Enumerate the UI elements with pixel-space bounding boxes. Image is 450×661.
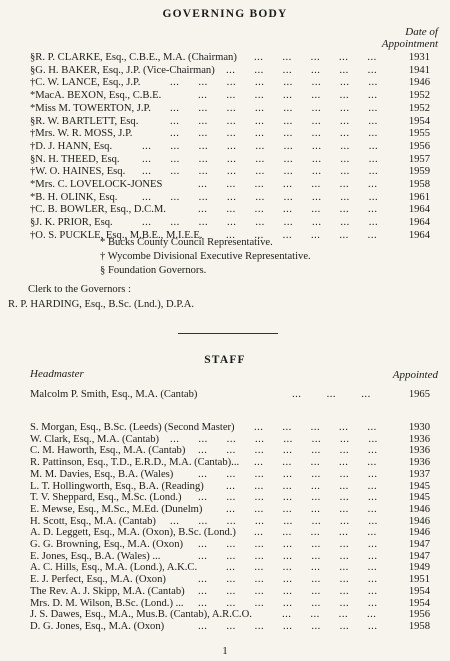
leader-dots: ... ... ... — [292, 389, 371, 400]
leader-dots: ... ... ... ... ... ... ... — [198, 204, 397, 216]
leader-dots: ... ... ... ... ... ... ... ... ... — [142, 153, 398, 165]
governor-row-name: §R. W. BARTLETT, Esq. — [30, 115, 139, 127]
staff-row-name: D. G. Jones, Esq., M.A. (Oxon) — [30, 620, 165, 632]
governor-row-name: *MacA. BEXON, Esq., C.B.E. — [30, 90, 162, 102]
note-bucks: * Bucks County Council Representative. — [100, 237, 273, 248]
staff-row — [30, 598, 438, 610]
governor-row-name: †Mrs. W. R. MOSS, J.P. — [30, 128, 133, 140]
leader-dots: ... ... ... ... ... — [254, 527, 396, 539]
staff-row-year: 1945 — [408, 480, 430, 492]
staff-row-name: E. Mewse, Esq., M.Sc., M.Ed. (Dunelm) — [30, 503, 203, 515]
governor-row-name: †D. J. HANN, Esq. — [30, 140, 113, 152]
staff-row — [30, 445, 438, 457]
governor-row-name: †C. B. BOWLER, Esq., D.C.M. — [30, 204, 166, 216]
governor-row — [30, 128, 438, 140]
staff-row-name: The Rev. A. J. Skipp, M.A. (Cantab) — [30, 585, 185, 597]
governor-row-name: §J. K. PRIOR, Esq. — [30, 217, 113, 229]
governor-row-name: †W. O. HAINES, Esq. — [30, 166, 126, 178]
governor-row-year: 1956 — [408, 140, 430, 152]
staff-row — [30, 527, 438, 539]
leader-dots: ... ... ... ... ... ... ... ... — [170, 115, 397, 127]
governor-row — [30, 217, 438, 229]
governor-row — [30, 116, 438, 128]
headmaster-label: Headmaster — [30, 368, 84, 380]
leader-dots: ... ... ... ... ... ... — [226, 480, 397, 492]
governor-row-year: 1961 — [408, 191, 430, 203]
staff-row-year: 1930 — [408, 422, 430, 433]
governor-row-year: 1952 — [408, 102, 430, 114]
staff-row-name: Mrs. D. M. Wilson, B.Sc. (Lond.) ... — [30, 597, 184, 609]
governor-row-name: *Mrs. C. LOVELOCK-JONES — [30, 179, 163, 190]
leader-dots: ... ... ... ... ... ... — [226, 562, 397, 574]
staff-row-name: G. G. Browning, Esq., M.A. (Oxon) — [30, 539, 184, 550]
staff-row-name: S. Morgan, Esq., B.Sc. (Leeds) (Second Master) — [30, 422, 235, 433]
governor-row — [30, 90, 438, 102]
staff-row-name: R. Pattinson, Esq., T.D., E.R.D., M.A. (Cantab)... — [30, 457, 240, 469]
leader-dots: ... ... ... ... ... ... ... — [198, 574, 397, 586]
governor-row-name: *B. H. OLINK, Esq. — [30, 191, 118, 203]
staff-row — [30, 562, 438, 574]
clerk-name: R. P. HARDING, Esq., B.Sc. (Lnd.), D.P.A. — [8, 299, 194, 310]
representative-notes — [100, 236, 311, 278]
section-divider — [178, 333, 278, 334]
leader-dots: ... ... ... ... ... ... ... ... — [170, 515, 397, 527]
leader-dots: ... ... ... ... ... ... ... ... ... — [142, 166, 398, 178]
leader-dots: ... ... ... ... ... ... ... — [198, 550, 397, 562]
staff-row-year: 1946 — [408, 515, 430, 527]
staff-row — [30, 586, 438, 598]
governor-row-year: 1931 — [408, 52, 430, 63]
governor-row-year: 1964 — [408, 229, 430, 241]
leader-dots: ... ... ... ... ... — [254, 457, 396, 469]
staff-row-year: 1937 — [408, 468, 430, 480]
staff-row-name: J. S. Dawes, Esq., M.A., Mus.B. (Cantab), A.R.C.O. — [30, 609, 252, 621]
governor-row-year: 1964 — [408, 204, 430, 216]
staff-row — [30, 457, 438, 469]
staff-row — [30, 574, 438, 586]
governor-row — [30, 204, 438, 216]
governor-row-year: 1957 — [408, 153, 430, 165]
leader-dots: ... ... ... ... ... ... ... ... ... — [142, 191, 398, 203]
leader-dots: ... ... ... ... ... ... — [226, 229, 397, 241]
staff-row — [30, 434, 438, 446]
leader-dots: ... ... ... ... ... — [254, 422, 396, 433]
staff-row — [30, 422, 438, 434]
governor-row — [30, 141, 438, 153]
governor-row — [30, 192, 438, 204]
staff-row — [30, 516, 438, 528]
leader-dots: ... ... ... ... ... ... ... ... — [170, 102, 397, 114]
governor-row-year: 1964 — [408, 217, 430, 229]
staff-row-year: 1947 — [408, 550, 430, 562]
governor-row — [30, 103, 438, 115]
leader-dots: ... ... ... ... — [282, 609, 396, 621]
leader-dots: ... ... ... ... ... ... ... — [198, 585, 397, 597]
leader-dots: ... ... ... ... ... ... ... — [198, 620, 397, 632]
staff-row-name: A. C. Hills, Esq., M.A. (Lond.), A.K.C. — [30, 562, 198, 574]
leader-dots: ... ... ... ... ... — [254, 52, 396, 63]
governor-row — [30, 179, 438, 191]
headmaster-name: Malcolm P. Smith, Esq., M.A. (Cantab) — [30, 389, 198, 400]
governor-row-year: 1955 — [408, 128, 430, 140]
staff-row-year: 1954 — [408, 585, 430, 597]
staff-row-name: H. Scott, Esq., M.A. (Cantab) — [30, 515, 156, 527]
staff-row-year: 1954 — [408, 597, 430, 609]
leader-dots: ... ... ... ... ... ... — [226, 64, 397, 76]
staff-row — [30, 551, 438, 563]
staff-row — [30, 504, 438, 516]
appointed-header: Appointed — [392, 369, 438, 381]
leader-dots: ... ... ... ... ... ... — [226, 503, 397, 515]
governor-row-year: 1952 — [408, 90, 430, 102]
governor-row — [30, 52, 438, 64]
staff-row-name: A. D. Leggett, Esq., M.A. (Oxon), B.Sc. (Lond.) — [30, 527, 236, 539]
note-foundation: § Foundation Governors. — [100, 265, 207, 276]
leader-dots: ... ... ... ... ... ... ... ... ... — [142, 140, 398, 152]
leader-dots: ... ... ... ... ... ... ... ... — [170, 77, 397, 89]
staff-row-year: 1946 — [408, 503, 430, 515]
leader-dots: ... ... ... ... ... ... ... — [198, 597, 397, 609]
staff-row-year: 1958 — [408, 620, 430, 632]
staff-row-name: C. M. Haworth, Esq., M.A. (Cantab) — [30, 445, 186, 457]
leader-dots: ... ... ... ... ... ... ... — [198, 90, 397, 102]
governor-row-name: §R. P. CLARKE, Esq., C.B.E., M.A. (Chairman) — [30, 52, 237, 63]
staff-row — [30, 609, 438, 621]
governor-row-name: §G. H. BAKER, Esq., J.P. (Vice-Chairman) — [30, 64, 215, 76]
leader-dots: ... ... ... ... ... ... ... ... — [170, 128, 397, 140]
governor-row — [30, 154, 438, 166]
leader-dots: ... ... ... ... ... ... ... — [198, 468, 397, 480]
governor-row-name: §N. H. THEED, Esq. — [30, 153, 120, 165]
staff-row-name: W. Clark, Esq., M.A. (Cantab) — [30, 433, 160, 445]
staff-row-name: T. V. Sheppard, Esq., M.Sc. (Lond.) — [30, 492, 182, 504]
governor-row-name: †C. W. LANCE, Esq., J.P. — [30, 77, 141, 89]
staff-row — [30, 492, 438, 504]
staff-row-year: 1936 — [408, 445, 430, 457]
staff-row-year: 1949 — [408, 562, 430, 574]
staff-row — [30, 621, 438, 633]
governor-row — [30, 166, 438, 178]
governor-row — [30, 77, 438, 89]
leader-dots: ... ... ... ... ... ... ... — [198, 492, 397, 504]
governor-row-year: 1958 — [408, 179, 430, 190]
staff-title: STAFF — [204, 354, 246, 366]
governor-row-year: 1959 — [408, 166, 430, 178]
headmaster-year: 1965 — [408, 389, 430, 400]
governing-body-title: GOVERNING BODY — [162, 8, 288, 20]
staff-row-name: L. T. Hollingworth, Esq., B.A. (Reading) — [30, 480, 204, 492]
date-of-appointment-header: Date of Appointment — [381, 26, 438, 50]
staff-row-year: 1936 — [408, 457, 430, 469]
governor-row-name: †O. S. PUCKLE, Esq., M.B.E., M.I.E.E. — [30, 229, 203, 241]
governor-row — [30, 65, 438, 77]
staff-row-year: 1936 — [408, 433, 430, 445]
page-number: 1 — [222, 645, 228, 657]
staff-row-year: 1947 — [408, 539, 430, 550]
staff-row-year: 1946 — [408, 527, 430, 539]
leader-dots: ... ... ... ... ... ... ... — [198, 539, 397, 550]
staff-row-name: E. J. Perfect, Esq., M.A. (Oxon) — [30, 574, 166, 586]
note-wycombe: † Wycombe Divisional Executive Representative. — [100, 251, 311, 262]
leader-dots: ... ... ... ... ... ... ... ... ... — [142, 217, 398, 229]
staff-row-year: 1945 — [408, 492, 430, 504]
governor-row-name: *Miss M. TOWERTON, J.P. — [30, 102, 151, 114]
staff-row — [30, 469, 438, 481]
staff-row-name: M. M. Davies, Esq., B.A. (Wales) — [30, 468, 174, 480]
governor-row-year: 1941 — [408, 64, 430, 76]
leader-dots: ... ... ... ... ... ... ... ... — [170, 433, 397, 445]
leader-dots: ... ... ... ... ... ... ... — [198, 179, 397, 190]
staff-row-year: 1951 — [408, 574, 430, 586]
governor-row-year: 1946 — [408, 77, 430, 89]
staff-row — [30, 481, 438, 493]
staff-row — [30, 539, 438, 551]
headmaster-row — [30, 389, 438, 401]
leader-dots: ... ... ... ... ... ... ... — [198, 445, 397, 457]
clerk-label: Clerk to the Governors : — [28, 284, 131, 295]
staff-row-name: E. Jones, Esq., B.A. (Wales) ... — [30, 550, 161, 562]
staff-row-year: 1956 — [408, 609, 430, 621]
governor-row-year: 1954 — [408, 115, 430, 127]
